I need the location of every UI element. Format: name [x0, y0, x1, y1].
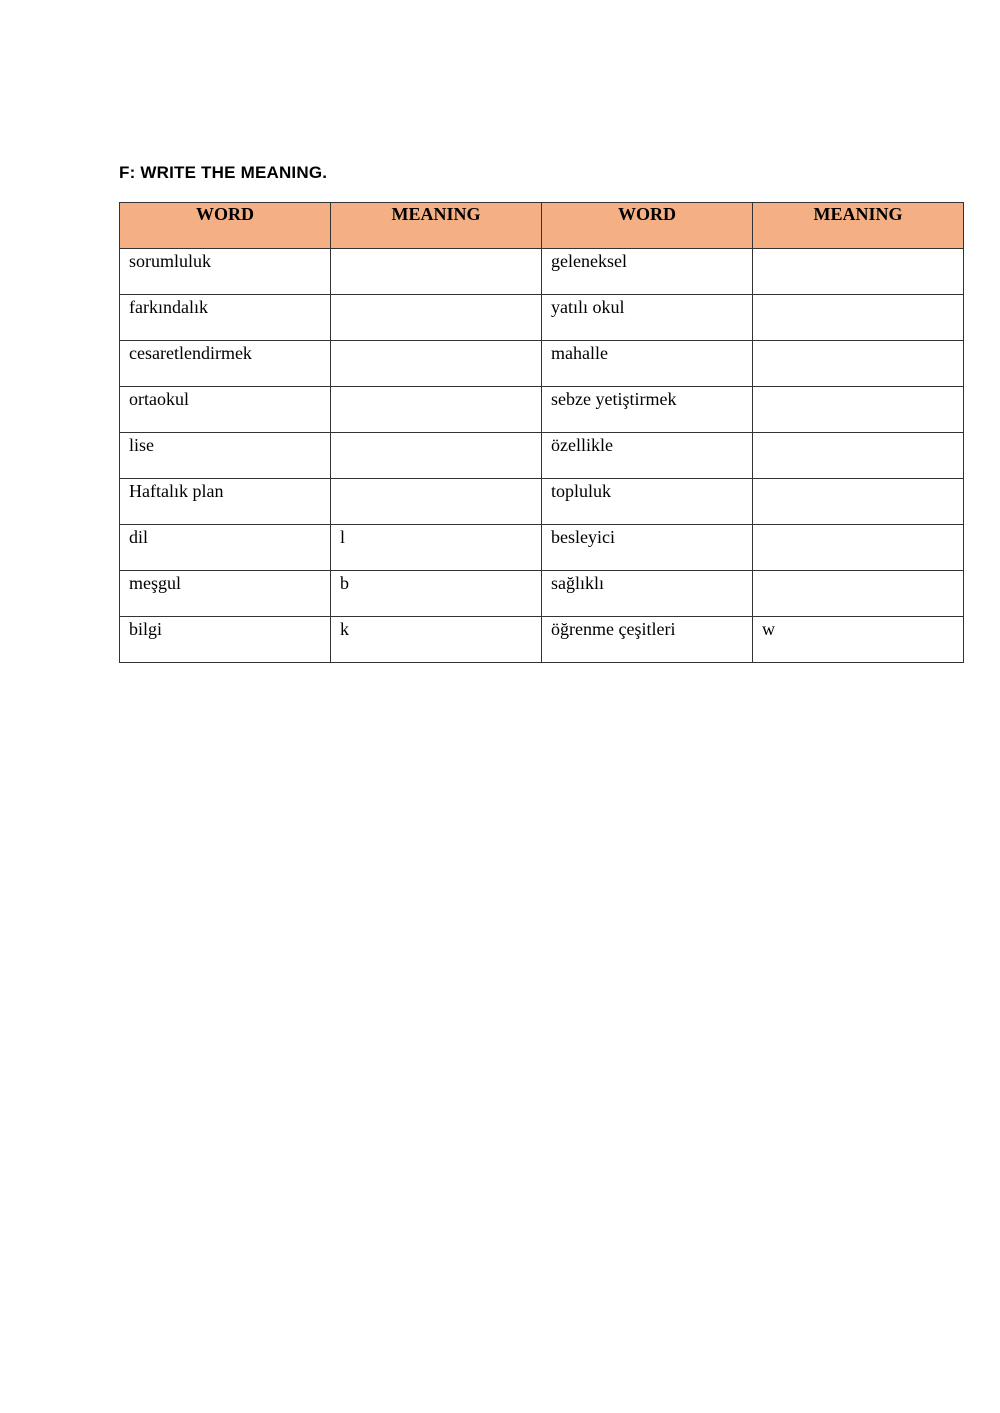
word-cell: topluluk — [542, 479, 753, 525]
table-row — [120, 479, 964, 525]
word-cell: dil — [120, 525, 331, 571]
table-row — [120, 387, 964, 433]
header-meaning-2: MEANING — [753, 203, 964, 249]
header-word-2: WORD — [542, 203, 753, 249]
word-cell: yatılı okul — [542, 295, 753, 341]
word-cell: meşgul — [120, 571, 331, 617]
meaning-cell[interactable] — [753, 571, 964, 617]
table-header-row — [120, 203, 964, 249]
meaning-cell[interactable]: w — [753, 617, 964, 663]
meaning-cell[interactable]: b — [331, 571, 542, 617]
word-cell: sebze yetiştirmek — [542, 387, 753, 433]
word-cell: geleneksel — [542, 249, 753, 295]
meaning-cell[interactable] — [753, 387, 964, 433]
table-row — [120, 341, 964, 387]
table-row — [120, 571, 964, 617]
table-row — [120, 617, 964, 663]
word-cell: ortaokul — [120, 387, 331, 433]
meaning-cell[interactable] — [331, 387, 542, 433]
meaning-cell[interactable] — [753, 479, 964, 525]
word-cell: sağlıklı — [542, 571, 753, 617]
header-meaning-1: MEANING — [331, 203, 542, 249]
meaning-cell[interactable] — [753, 525, 964, 571]
meaning-cell[interactable] — [753, 295, 964, 341]
word-cell: lise — [120, 433, 331, 479]
word-cell: farkındalık — [120, 295, 331, 341]
word-cell: bilgi — [120, 617, 331, 663]
vocabulary-table — [119, 202, 964, 663]
meaning-cell[interactable] — [753, 249, 964, 295]
word-cell: besleyici — [542, 525, 753, 571]
word-cell: sorumluluk — [120, 249, 331, 295]
header-word-1: WORD — [120, 203, 331, 249]
meaning-cell[interactable] — [331, 341, 542, 387]
meaning-cell[interactable] — [753, 433, 964, 479]
word-cell: mahalle — [542, 341, 753, 387]
table-row — [120, 249, 964, 295]
meaning-cell[interactable] — [331, 433, 542, 479]
meaning-cell[interactable] — [753, 341, 964, 387]
word-cell: Haftalık plan — [120, 479, 331, 525]
word-cell: cesaretlendirmek — [120, 341, 331, 387]
meaning-cell[interactable]: l — [331, 525, 542, 571]
word-cell: öğrenme çeşitleri — [542, 617, 753, 663]
table-row — [120, 433, 964, 479]
exercise-heading: F: WRITE THE MEANING. — [119, 163, 328, 182]
meaning-cell[interactable] — [331, 479, 542, 525]
word-cell: özellikle — [542, 433, 753, 479]
table-row — [120, 295, 964, 341]
meaning-cell[interactable]: k — [331, 617, 542, 663]
meaning-cell[interactable] — [331, 295, 542, 341]
meaning-cell[interactable] — [331, 249, 542, 295]
table-row — [120, 525, 964, 571]
